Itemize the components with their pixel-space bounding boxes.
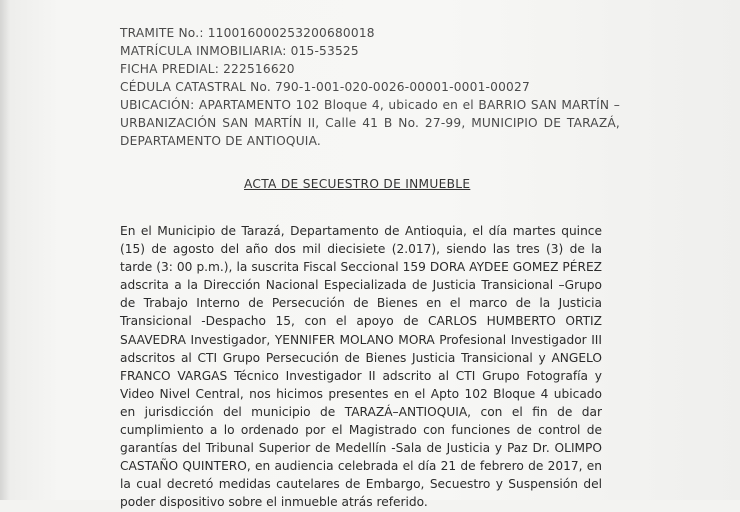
document-title: ACTA DE SECUESTRO DE INMUEBLE	[244, 177, 471, 191]
body-paragraph: En el Municipio de Tarazá, Departamento de Antioquia, el día martes quince (15) de agosto del año dos mil diecisiete (2.017), siendo las tres (3) de la tarde (3: 00 p.m.), la suscrita Fiscal Seccional 159 DORA AYDEE GOMEZ PÉREZ adscrita a la Dirección Nacional Especializada de Justicia Transicional –Grupo de Trabajo Interno de Persecución de Bienes en el marco de la Justicia Transicional -Despacho 15, con el apoyo de CARLOS HUMBERTO ORTIZ SAAVEDRA Investigador, YENNIFER MOLANO MORA Profesional Investigador III adscritos al CTI Grupo Persecución de Bienes Justicia Transicional y ANGELO FRANCO VARGAS Técnico Investigador II adscrito al CTI Grupo Fotografía y Video Nivel Central, nos hicimos presentes en el Apto 102 Bloque 4 ubicado en jurisdicción del municipio de TARAZÁ–ANTIOQUIA, con el fin de dar cumplimiento a lo ordenado por el Magistrado con funciones de control de garantías del Tribunal Superior de Medellín -Sala de Justicia y Paz Dr. OLIMPO CASTAÑO QUINTERO, en audiencia celebrada el día 21 de febrero de 2017, en la cual decretó medidas cautelares de Embargo, Secuestro y Suspensión del poder dispositivo sobre el inmueble atrás referido.	[120, 224, 602, 510]
tramite-line: TRAMITE No.: 110016000253200680018	[120, 26, 375, 40]
page-edge-shadow	[0, 0, 10, 500]
ficha-line: FICHA PREDIAL: 222516620	[120, 62, 295, 76]
ubicacion-line: UBICACIÓN: APARTAMENTO 102 Bloque 4, ubicado en el BARRIO SAN MARTÍN –URBANIZACIÓN SAN MARTÍN II, Calle 41 B No. 27-99, MUNICIPIO DE TARAZÁ, DEPARTAMENTO DE ANTIOQUIA.	[120, 98, 620, 148]
matricula-line: MATRÍCULA INMOBILIARIA: 015-53525	[120, 44, 359, 58]
case-header	[120, 24, 720, 150]
cedula-line: CÉDULA CATASTRAL No. 790-1-001-020-0026-00001-0001-00027	[120, 80, 530, 94]
